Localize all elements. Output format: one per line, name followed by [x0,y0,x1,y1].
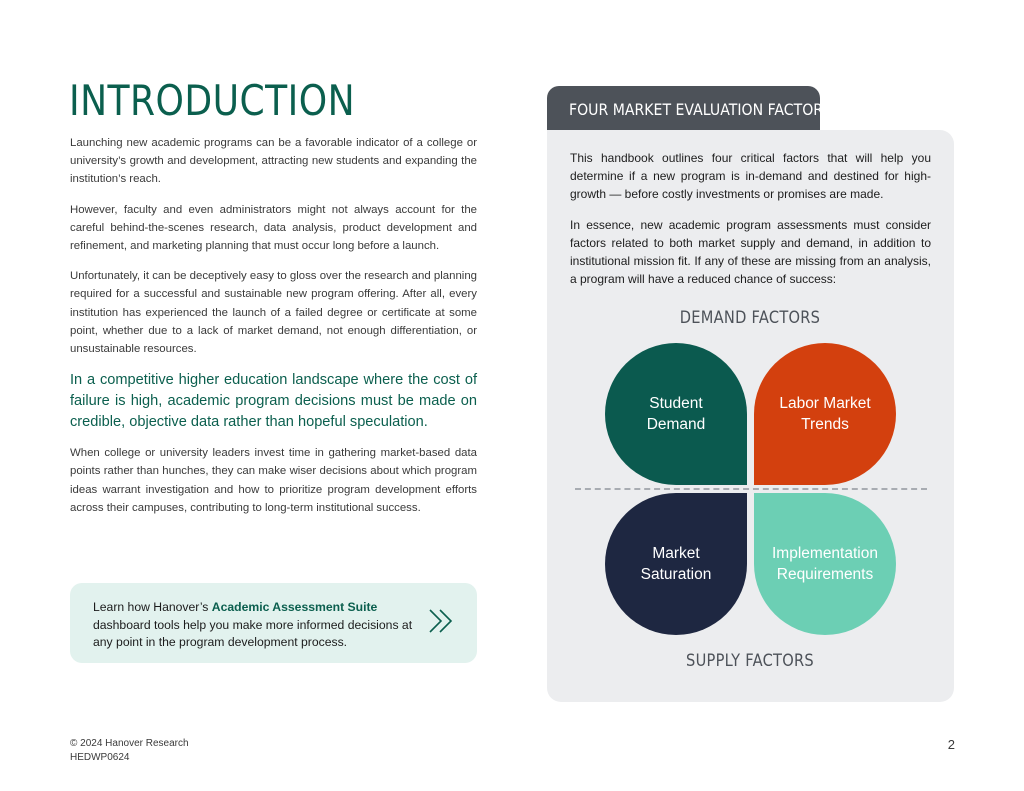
petal-label: Labor Market [779,395,871,412]
labor-market-trends-petal [754,343,896,485]
footer [70,737,189,765]
petal-label: Student [649,395,703,412]
petal-label: Implementation [772,545,878,562]
cta-prefix: Learn how Hanover’s [93,600,212,614]
double-chevron-right-icon[interactable] [427,607,457,635]
petal-label: Saturation [640,566,712,583]
factors-paragraph: In essence, new academic program assessments must consider factors related to both market supply and demand, in addition to institutional mission fit. If any of these are missing from an analysis, a program will have a reduced chance of success: [570,217,931,287]
page-title: INTRODUCTION [69,76,356,125]
student-demand-petal [605,343,747,485]
supply-demand-divider [575,488,927,490]
petal-label: Requirements [776,566,874,583]
supply-factors-label: SUPPLY FACTORS [686,651,814,671]
intro-body [70,134,477,529]
academic-assessment-suite-link[interactable]: Academic Assessment Suite [211,600,378,614]
petal-label: Trends [801,416,849,433]
cta-box [70,583,477,663]
cta-suffix: dashboard tools help you make more informed decisions at any point in the program development process. [93,617,413,649]
demand-factors-label: DEMAND FACTORS [679,308,821,328]
document-code: HEDWP0624 [70,752,130,763]
factors-paragraph: This handbook outlines four critical factors that will help you determine if a new program is in-demand and destined for high-growth — before costly investments or promises are made. [570,151,931,202]
petal-label: Market [652,545,700,562]
market-saturation-petal [605,493,747,635]
factors-tab-title: FOUR MARKET EVALUATION FACTORS [569,100,833,119]
pull-quote: In a competitive higher education landscape where the cost of failure is high, academic program decisions must be made on credible, objective data rather than hopeful speculation. [70,372,477,431]
intro-paragraph: When college or university leaders invest time in gathering market-based data points rather than hunches, they can make wiser decisions about which program ideas warrant investigation and how to prioritize program development efforts across their campuses, contributing to long-term institutional success. [70,447,477,514]
intro-paragraph: Launching new academic programs can be a favorable indicator of a college or university’s growth and development, attracting new students and expanding the institution’s reach. [70,137,477,186]
copyright: © 2024 Hanover Research [70,738,189,749]
intro-paragraph: However, faculty and even administrators might not always account for the careful behind-the-scenes research, data analysis, product development and refinement, and marketing planning that must occur long before a launch. [70,203,477,253]
intro-paragraph: Unfortunately, it can be deceptively easy to gloss over the research and planning required for a successful and sustainable new program offering. After all, every institution has experienced the launch of a failed degree or certificate at some point, whether due to a lack of market demand, not enough differentiation, or unsustainable resources. [70,270,477,356]
implementation-requirements-petal [754,493,896,635]
petal-label: Demand [646,416,706,433]
factors-intro [570,149,931,300]
factors-tab [547,86,833,130]
page-number: 2 [947,737,955,752]
